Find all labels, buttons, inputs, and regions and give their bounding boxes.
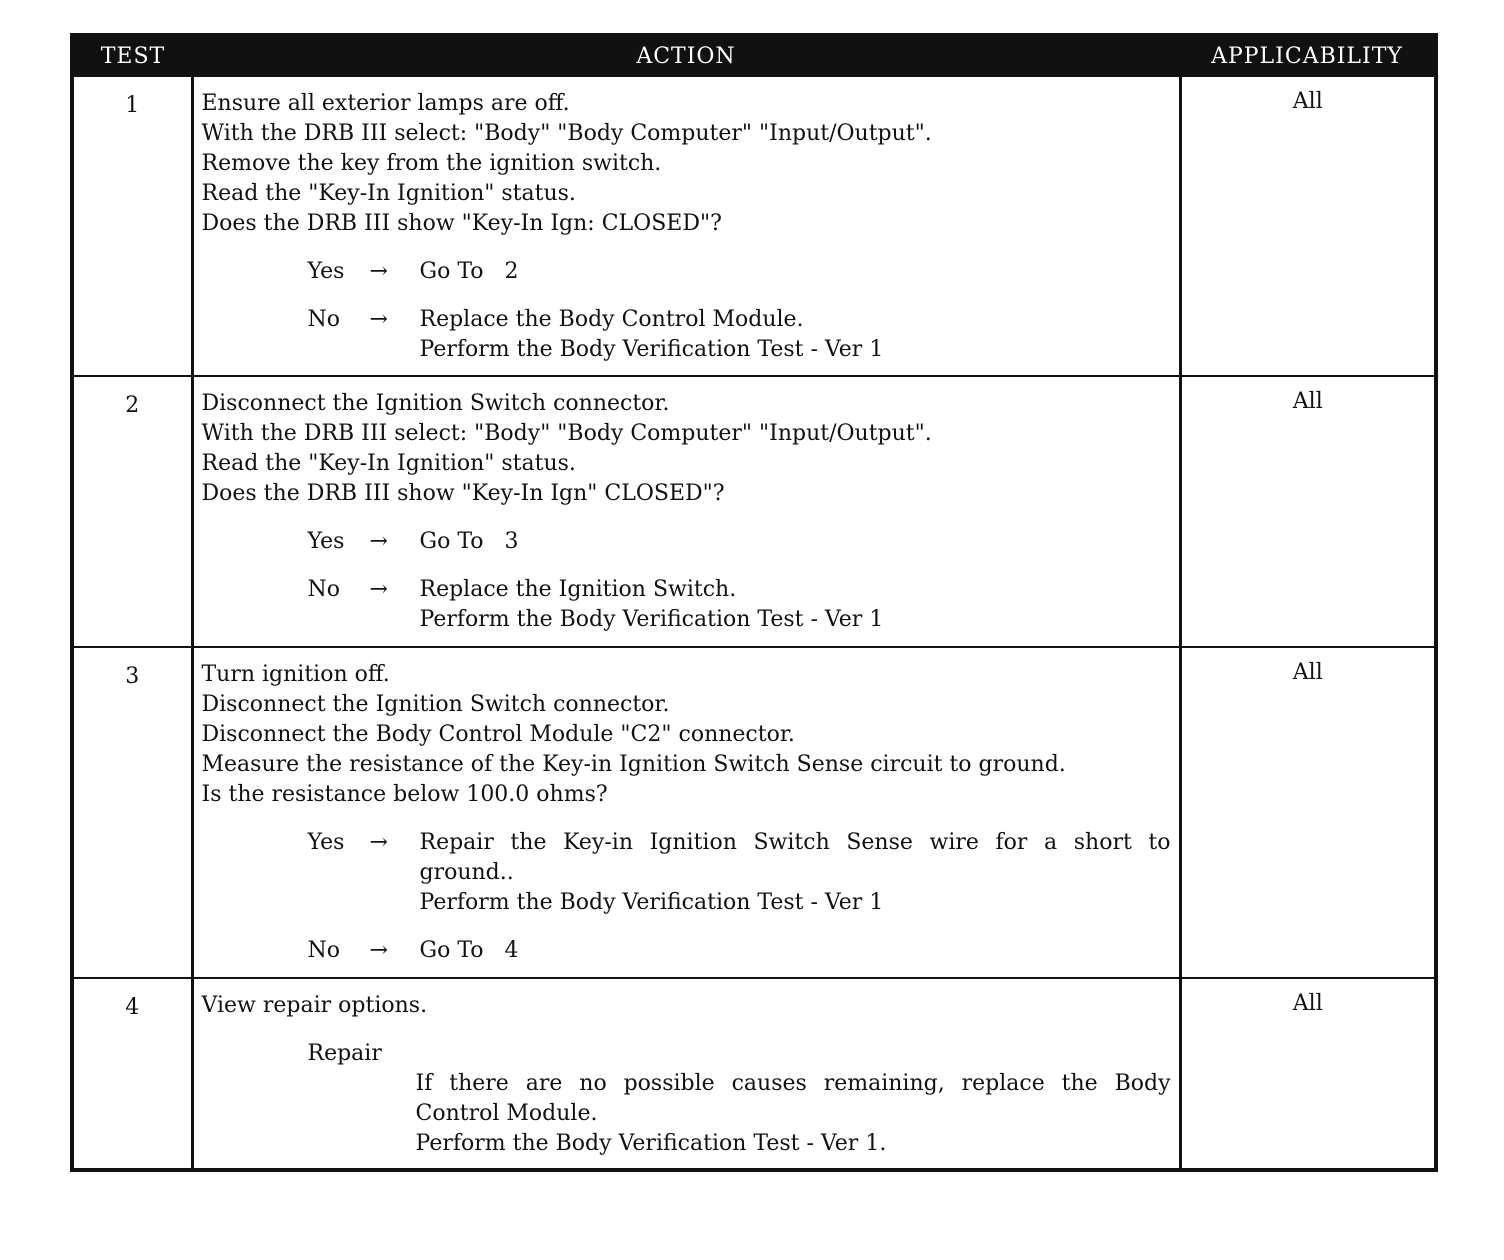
arrow-icon: →: [369, 577, 388, 602]
step-text: Read the "Key-In Ignition" status.: [201, 451, 576, 476]
step-text: With the DRB III select: "Body" "Body Computer" "Input/Output".: [201, 121, 932, 146]
yes-label: Yes: [307, 529, 345, 554]
step-text: Remove the key from the ignition switch.: [201, 151, 662, 176]
step-text: View repair options.: [201, 993, 428, 1018]
yes-branch: [202, 257, 1171, 287]
test-number: 2: [72, 376, 192, 647]
repair-text: Perform the Body Verification Test - Ver 1.: [415, 1131, 887, 1156]
step-text: Is the resistance below 100.0 ohms?: [201, 782, 608, 807]
table-row: [72, 647, 1436, 978]
applicability-value: All: [1180, 76, 1436, 376]
step-text: Disconnect the Body Control Module "C2" connector.: [201, 722, 795, 747]
table-row: [72, 978, 1436, 1170]
no-result: Replace the Ignition Switch.: [419, 577, 737, 602]
yes-label: Yes: [307, 830, 345, 855]
action-cell: [192, 647, 1180, 978]
applicability-value: All: [1180, 376, 1436, 647]
header-applicability: APPLICABILITY: [1180, 35, 1436, 76]
table-row: [72, 76, 1436, 376]
yes-label: Yes: [307, 259, 345, 284]
no-branch: [202, 305, 1171, 365]
test-number: 3: [72, 647, 192, 978]
yes-branch: [202, 527, 1171, 557]
no-branch: [202, 936, 1171, 966]
no-result: Perform the Body Verification Test - Ver 1: [419, 607, 884, 632]
step-text: Does the DRB III show "Key-In Ign" CLOSED"?: [201, 481, 725, 506]
applicability-value: All: [1180, 647, 1436, 978]
table-row: [72, 376, 1436, 647]
step-text: Ensure all exterior lamps are off.: [201, 91, 570, 116]
step-text: With the DRB III select: "Body" "Body Computer" "Input/Output".: [201, 421, 932, 446]
action-cell: [192, 76, 1180, 376]
no-result: Replace the Body Control Module.: [419, 307, 804, 332]
action-cell: [192, 376, 1180, 647]
table-header-row: [72, 35, 1436, 76]
yes-branch: [202, 828, 1171, 918]
arrow-icon: →: [369, 938, 388, 963]
action-cell: [192, 978, 1180, 1170]
header-test: TEST: [72, 35, 192, 76]
repair-label: Repair: [307, 1041, 382, 1066]
arrow-icon: →: [369, 259, 388, 284]
header-action: ACTION: [192, 35, 1180, 76]
applicability-value: All: [1180, 978, 1436, 1170]
repair-options: [202, 1069, 1171, 1159]
yes-result: Repair the Key-in Ignition Switch Sense wire for a short to ground..: [419, 830, 1171, 885]
yes-result: Go To 2: [419, 259, 519, 284]
step-text: Disconnect the Ignition Switch connector.: [201, 391, 670, 416]
step-text: Read the "Key-In Ignition" status.: [201, 181, 576, 206]
no-branch: [202, 575, 1171, 635]
no-label: No: [307, 938, 340, 963]
test-number: 4: [72, 978, 192, 1170]
no-result: Perform the Body Verification Test - Ver 1: [419, 337, 884, 362]
diagnostic-test-table: [70, 33, 1438, 1172]
step-text: Measure the resistance of the Key-in Ignition Switch Sense circuit to ground.: [201, 752, 1066, 777]
test-number: 1: [72, 76, 192, 376]
repair-text: If there are no possible causes remaining, replace the Body Control Module.: [415, 1071, 1171, 1126]
no-result: Go To 4: [419, 938, 519, 963]
no-label: No: [307, 577, 340, 602]
arrow-icon: →: [369, 830, 388, 855]
step-text: Disconnect the Ignition Switch connector.: [201, 692, 670, 717]
step-text: Turn ignition off.: [201, 662, 390, 687]
step-text: Does the DRB III show "Key-In Ign: CLOSED"?: [201, 211, 722, 236]
yes-result: Perform the Body Verification Test - Ver 1: [419, 890, 884, 915]
no-label: No: [307, 307, 340, 332]
arrow-icon: →: [369, 529, 388, 554]
yes-result: Go To 3: [419, 529, 519, 554]
arrow-icon: →: [369, 307, 388, 332]
